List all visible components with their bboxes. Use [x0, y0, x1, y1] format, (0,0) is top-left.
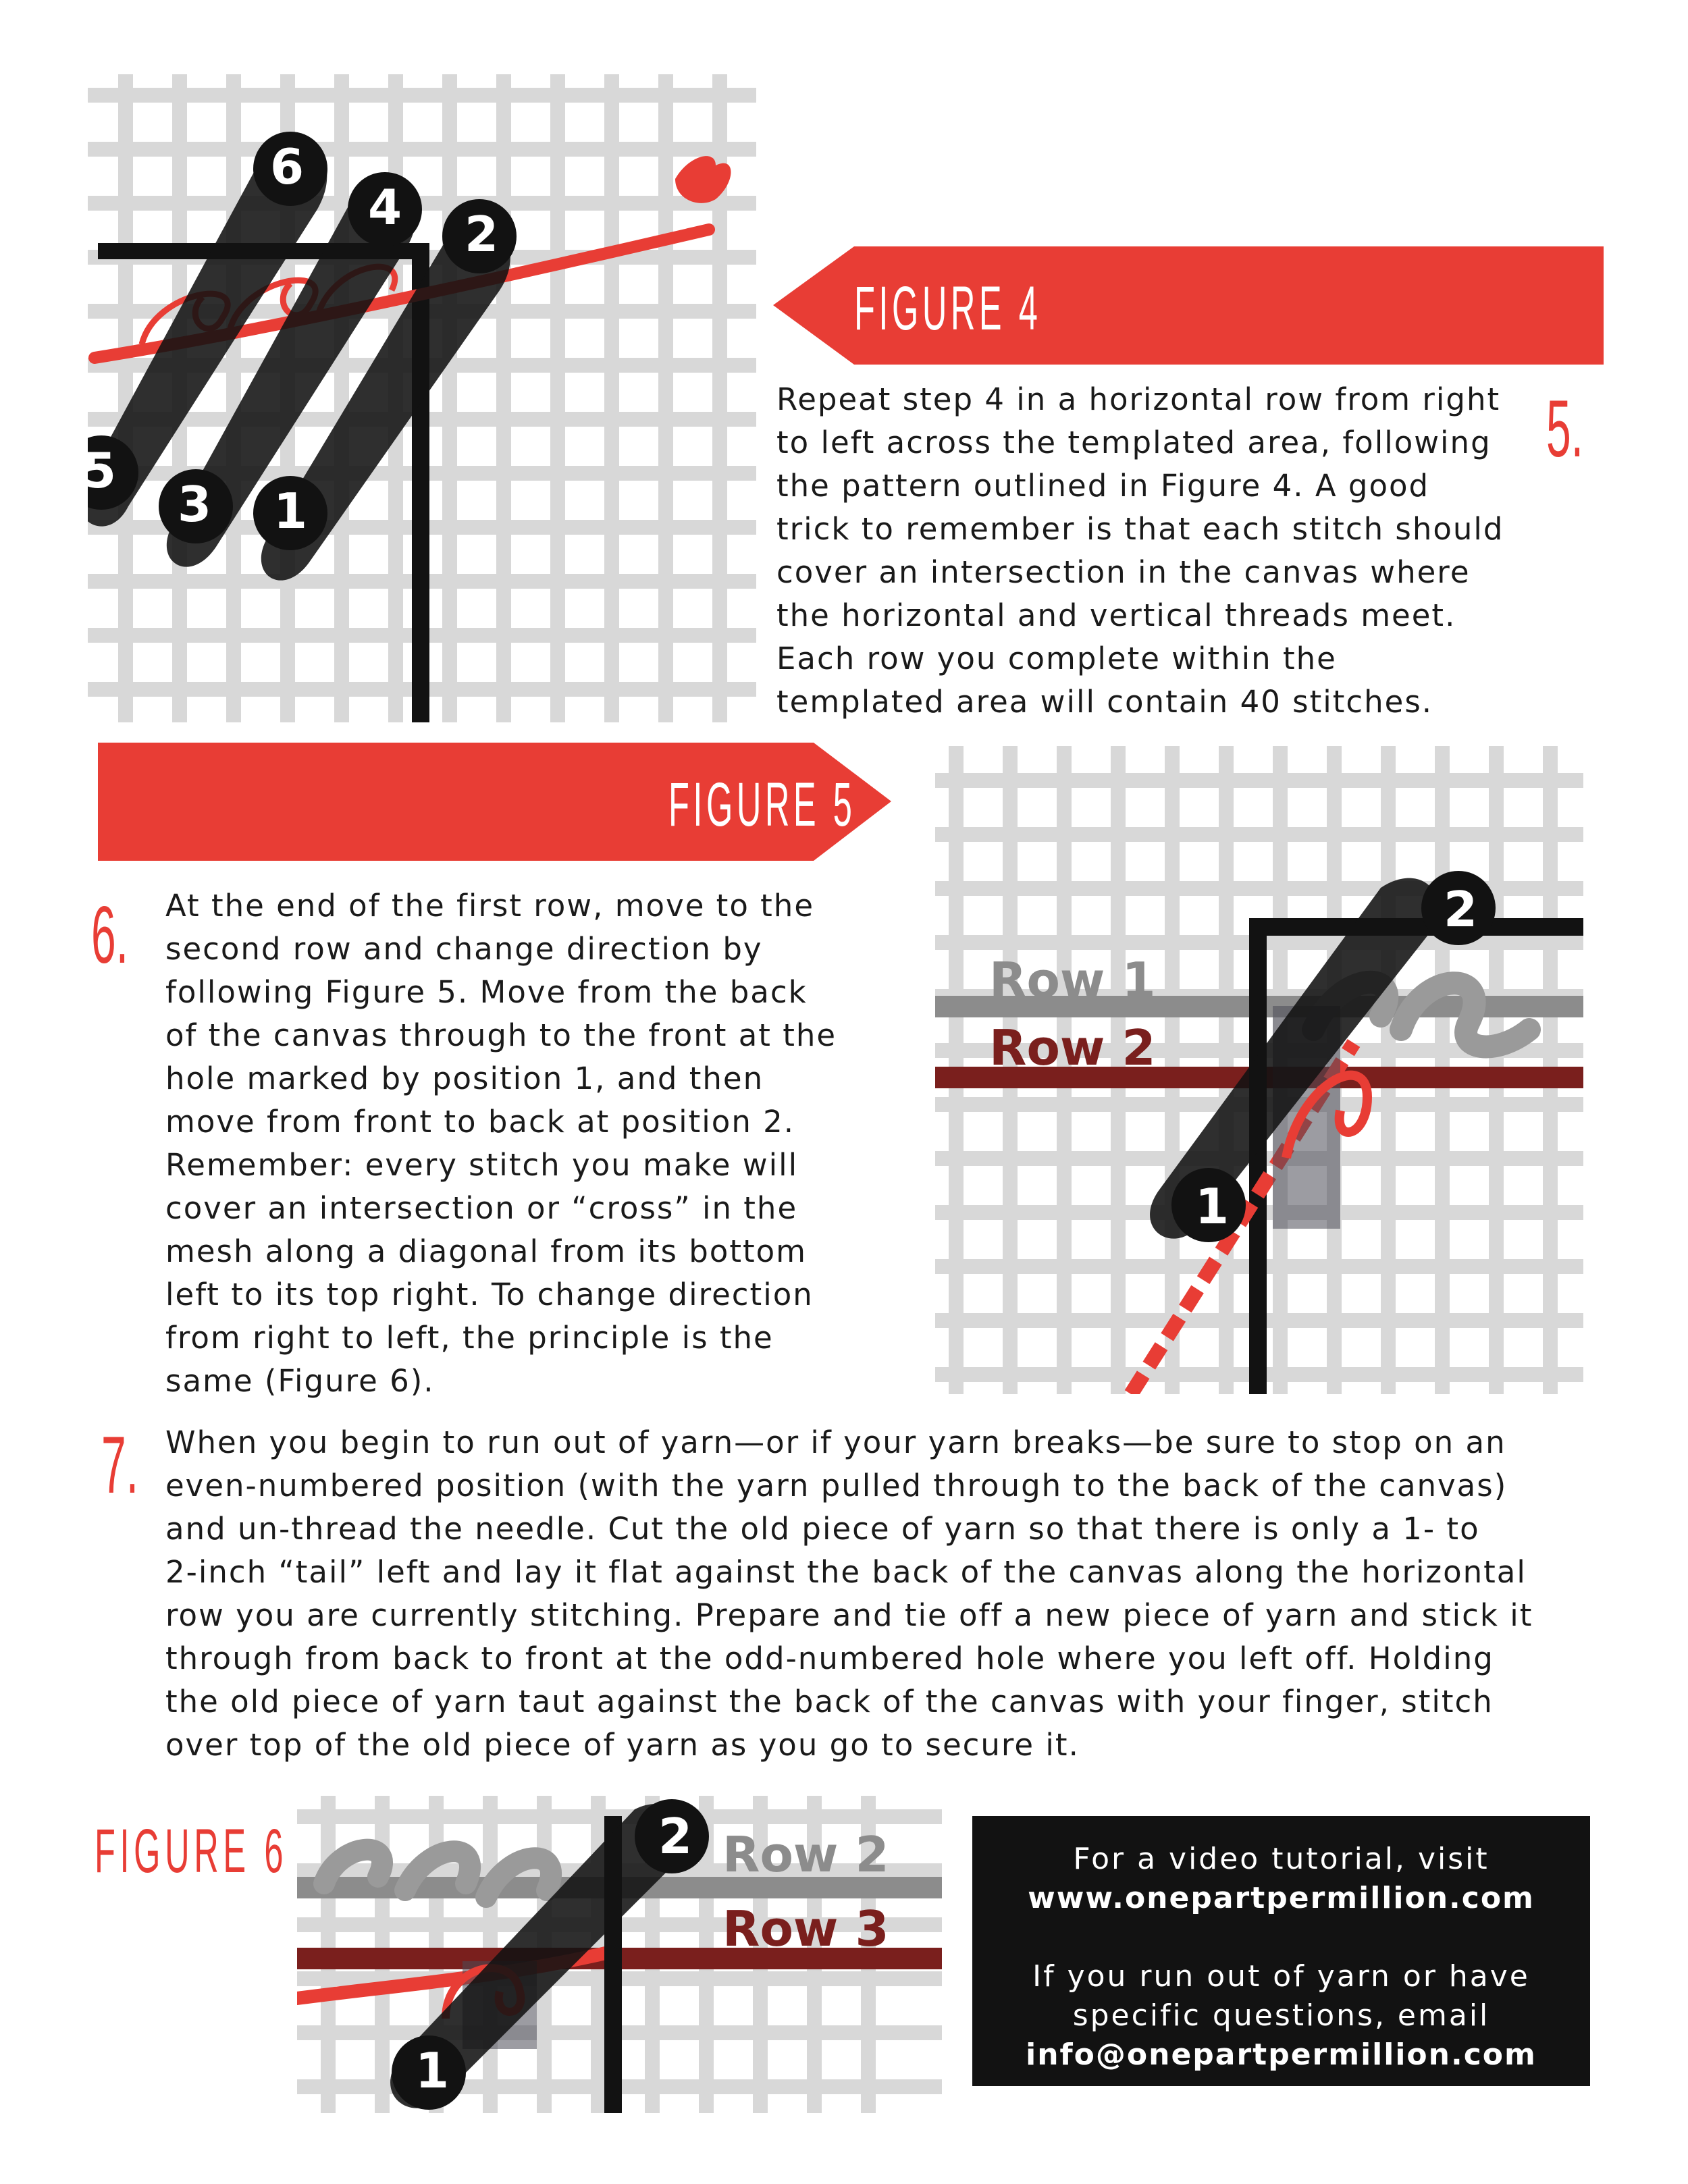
fig6-position-1-label: 1: [415, 2042, 450, 2099]
video-tutorial-infobox: [972, 1816, 1590, 2086]
infobox-line-1: For a video tutorial, visit: [1073, 1842, 1489, 1876]
position-5-label: 5: [82, 442, 117, 499]
position-3-label: 3: [178, 476, 212, 533]
fig6-position-2-label: 2: [658, 1808, 693, 1865]
infobox-line-3: specific questions, email: [1072, 1998, 1490, 2033]
fig5-position-1-label: 1: [1195, 1178, 1230, 1235]
row-3-label-fig6: Row 3: [722, 1900, 889, 1957]
step-6-number: 6.: [91, 890, 129, 980]
step-7-text: When you begin to run out of yarn—or if your yarn breaks—be sure to stop on an even-numbered position (with the yarn pulled through to the back of the canvas) and un-thread the needle. Cut the old piece of yarn so that there is only a 1- to 2-inch “tail” left and lay it flat against the back of the canvas along the horizontal row you are currently stitching. Prepare and tie off a new piece of yarn and stick it through from back to front at the odd-numbered hole where you left off. Holding the old piece of yarn taut against the back of the canvas with your finger, stitch over top of the old piece of yarn as you go to secure it.: [165, 1424, 1533, 1763]
position-2-label: 2: [465, 206, 499, 263]
step-5-text: Repeat step 4 in a horizontal row from right to left across the templated area, following the pattern outlined in Figure 4. A good trick to remember is that each stitch should cover an intersection in the canvas where the horizontal and vertical threads meet. Each row you complete within the templated area will contain 40 stitches.: [776, 381, 1504, 720]
row-2-label-fig6: Row 2: [722, 1826, 889, 1883]
row-1-label: Row 1: [989, 952, 1156, 1009]
step-5-number: 5.: [1546, 383, 1584, 474]
figure-4-label: FIGURE 4: [854, 274, 1042, 343]
step-7-number: 7.: [101, 1420, 139, 1510]
website-link[interactable]: www.onepartpermillion.com: [1028, 1881, 1535, 1915]
step-6-text: At the end of the first row, move to the second row and change direction by following Figure 5. Move from the back of the canvas through to the front at the hole marked by position 1, and then move from front to back at position 2. Remember: every stitch you make will cover an intersection or “cross” in the mesh along a diagonal from its bottom left to its top right. To change direction from right to left, the principle is the same (Figure 6).: [165, 888, 837, 1399]
position-6-label: 6: [270, 138, 305, 195]
position-4-label: 4: [368, 179, 402, 236]
row-2-label: Row 2: [989, 1019, 1156, 1076]
infobox-line-2: If you run out of yarn or have: [1032, 1959, 1530, 1994]
email-link[interactable]: info@onepartpermillion.com: [1026, 2037, 1537, 2072]
figure-5-label: FIGURE 5: [668, 770, 856, 839]
position-1-label: 1: [273, 483, 308, 539]
fig5-position-2-label: 2: [1444, 881, 1478, 938]
figure-6-label: FIGURE 6: [95, 1817, 288, 1886]
figure-4-illustration: [88, 74, 756, 722]
